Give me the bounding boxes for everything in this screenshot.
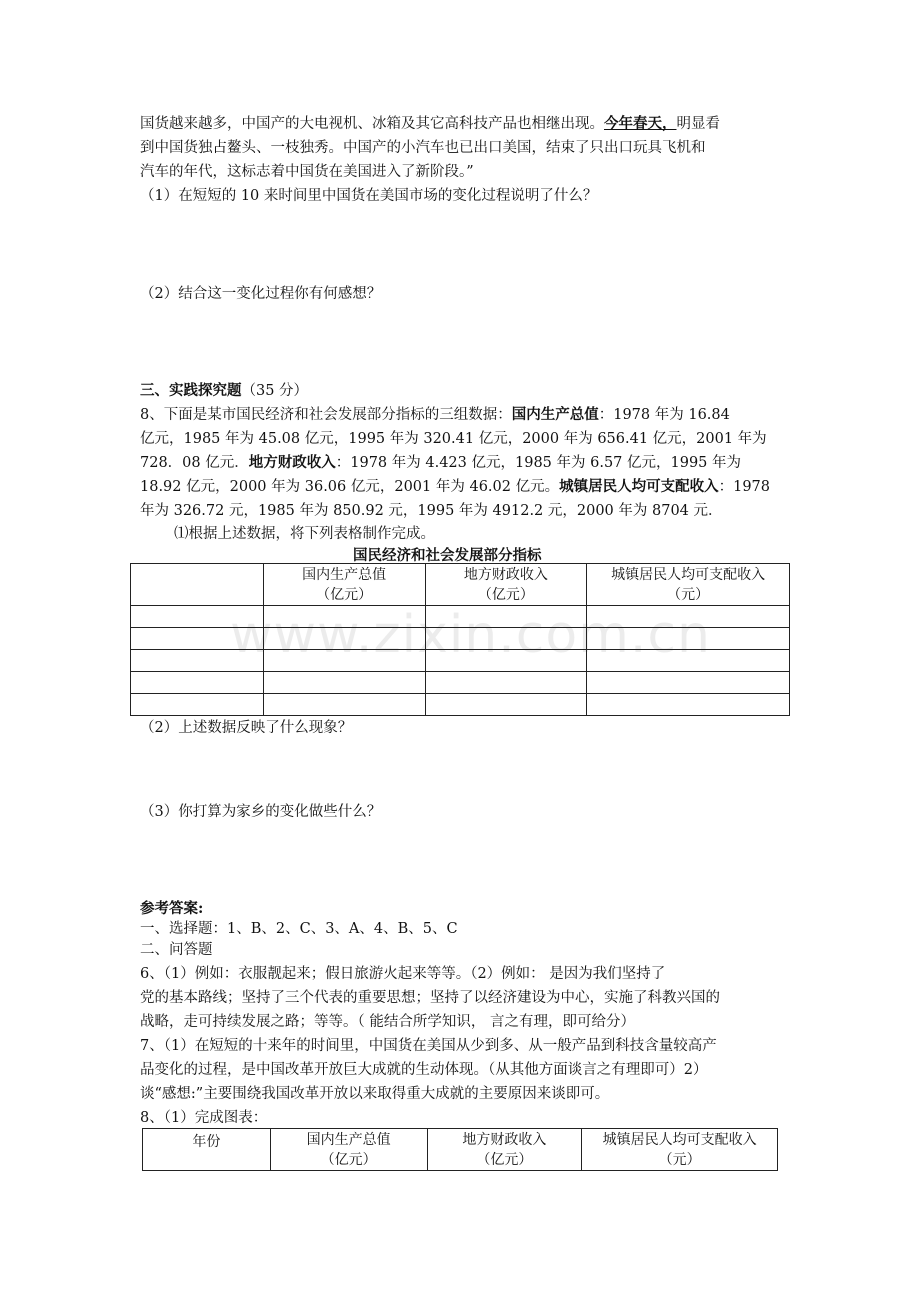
- table1-cell[interactable]: [425, 628, 587, 650]
- table1-cell[interactable]: [131, 628, 264, 650]
- table1-cell[interactable]: [263, 628, 425, 650]
- table1-cell[interactable]: [587, 628, 790, 650]
- table1-cell[interactable]: [587, 672, 790, 694]
- table1-cell[interactable]: [263, 672, 425, 694]
- q8-text: ：1978 年为 4.423 亿元，1985 年为 6.57 亿元，1995 年为: [335, 455, 742, 471]
- intro-text-tail: 明显看: [676, 116, 720, 132]
- q8-line-6: ⑴根据上述数据，将下列表格制作完成。: [174, 526, 435, 542]
- table1-cell[interactable]: [131, 694, 264, 716]
- table1-cell[interactable]: [263, 650, 425, 672]
- data-table-1: [130, 563, 790, 716]
- table1-cell[interactable]: [587, 650, 790, 672]
- table1-cell[interactable]: [263, 606, 425, 628]
- answer-6-line-2: 党的基本路线；坚持了三个代表的重要思想；坚持了以经济建设为中心，实施了科教兴国的: [140, 990, 720, 1006]
- table1-empty-row: [131, 672, 790, 694]
- table2-header-cell: 国内生产总值 （亿元）: [270, 1129, 427, 1171]
- intro-text: 国货越来越多，中国产的大电视机、冰箱及其它高科技产品也相继出现。: [140, 116, 604, 132]
- table1-cell[interactable]: [425, 672, 587, 694]
- table1-cell[interactable]: [263, 694, 425, 716]
- table1-cell[interactable]: [131, 650, 264, 672]
- answer-7-line-2: 品变化的过程，是中国改革开放巨大成就的生动体现。（从其他方面谈言之有理即可）2）: [140, 1062, 708, 1078]
- question-8-2: （2）上述数据反映了什么现象？: [140, 720, 353, 736]
- table1-cell[interactable]: [131, 672, 264, 694]
- table1-header-cell: 国内生产总值 （亿元）: [263, 564, 425, 606]
- watermark: www.zixin.com.cn: [230, 605, 711, 665]
- q8-line-4: [140, 475, 770, 499]
- table1-header-cell: 城镇居民人均可支配收入 （元）: [587, 564, 790, 606]
- table1-cell[interactable]: [131, 606, 264, 628]
- intro-line-2: 到中国货独占鳌头、一枝独秀。中国产的小汽车也已出口美国，结束了只出口玩具飞机和: [140, 140, 706, 156]
- table1-header-cell: [131, 564, 264, 606]
- answer-8: 8、（1）完成图表：: [140, 1110, 268, 1126]
- table1-cell[interactable]: [425, 650, 587, 672]
- table1-empty-row: [131, 694, 790, 716]
- section-3-score: （35 分）: [241, 383, 309, 399]
- data-table-2: [142, 1128, 778, 1171]
- q8-income-label: 城镇居民人均可支配收入: [559, 478, 719, 495]
- answer-6-line-1: 6、（1）例如：衣服靓起来；假日旅游火起来等等。（2）例如： 是因为我们坚持了: [140, 966, 666, 982]
- section-3-title: 三、实践探究题: [140, 382, 242, 399]
- question-7-1: （1）在短短的 10 来时间里中国货在美国市场的变化过程说明了什么？: [140, 188, 598, 204]
- q8-gdp-label: 国内生产总值: [511, 406, 599, 423]
- table1-empty-row: [131, 650, 790, 672]
- table2-header-cell: 地方财政收入 （亿元）: [427, 1129, 582, 1171]
- question-8-3: （3）你打算为家乡的变化做些什么？: [140, 804, 382, 820]
- answer-6-line-3: 战略，走可持续发展之路；等等。（ 能结合所学知识， 言之有理，即可给分）: [140, 1014, 635, 1030]
- q8-line-2: 亿元，1985 年为 45.08 亿元，1995 年为 320.41 亿元，2000 年为 656.41 亿元，2001 年为: [140, 431, 767, 447]
- q8-text: 8、下面是某市国民经济和社会发展部分指标的三组数据：: [140, 407, 512, 423]
- table1-header-row: [131, 564, 790, 606]
- table1-title: 国民经济和社会发展部分指标: [353, 547, 542, 564]
- q8-line-1: [140, 403, 730, 427]
- answer-section-2: 二、问答题: [140, 942, 213, 958]
- answers-title: 参考答案:: [140, 900, 204, 917]
- q8-revenue-label: 地方财政收入: [248, 454, 336, 471]
- q8-text: 18.92 亿元，2000 年为 36.06 亿元，2001 年为 46.02 亿元。: [140, 479, 560, 495]
- q8-line-3: [140, 451, 741, 475]
- q8-text: ：1978: [718, 479, 771, 495]
- table1-cell[interactable]: [425, 606, 587, 628]
- intro-line-1: [140, 112, 720, 136]
- q8-text: ：1978 年为 16.84: [598, 407, 730, 423]
- intro-line-3: 汽车的年代，这标志着中国货在美国进入了新阶段。”: [140, 164, 474, 180]
- q8-line-5: 年为 326.72 元，1985 年为 850.92 元，1995 年为 4912.2 元，2000 年为 8704 元．: [140, 503, 723, 519]
- answer-choice: 一、选择题：1、B、2、C、3、A、4、B、5、C: [140, 921, 458, 937]
- table1-cell[interactable]: [587, 694, 790, 716]
- table1-empty-row: [131, 606, 790, 628]
- table1-cell[interactable]: [425, 694, 587, 716]
- question-7-2: （2）结合这一变化过程你有何感想？: [140, 286, 382, 302]
- table2-header-cell: 年份: [143, 1129, 271, 1171]
- table1-empty-row: [131, 628, 790, 650]
- section-3-heading: [140, 379, 308, 403]
- table1-header-cell: 地方财政收入 （亿元）: [425, 564, 587, 606]
- q8-text: 728．08 亿元．: [140, 455, 249, 471]
- highlight-spring: 今年春天，: [604, 115, 677, 132]
- table2-header-cell: 城镇居民人均可支配收入 （元）: [582, 1129, 778, 1171]
- answer-7-line-3: 谈“感想:”主要围绕我国改革开放以来取得重大成就的主要原因来谈即可。: [140, 1086, 610, 1102]
- answer-7-line-1: 7、（1）在短短的十来年的时间里，中国货在美国从少到多、从一般产品到科技含量较高产: [140, 1038, 717, 1054]
- table1-cell[interactable]: [587, 606, 790, 628]
- table2-header-row: [143, 1129, 778, 1171]
